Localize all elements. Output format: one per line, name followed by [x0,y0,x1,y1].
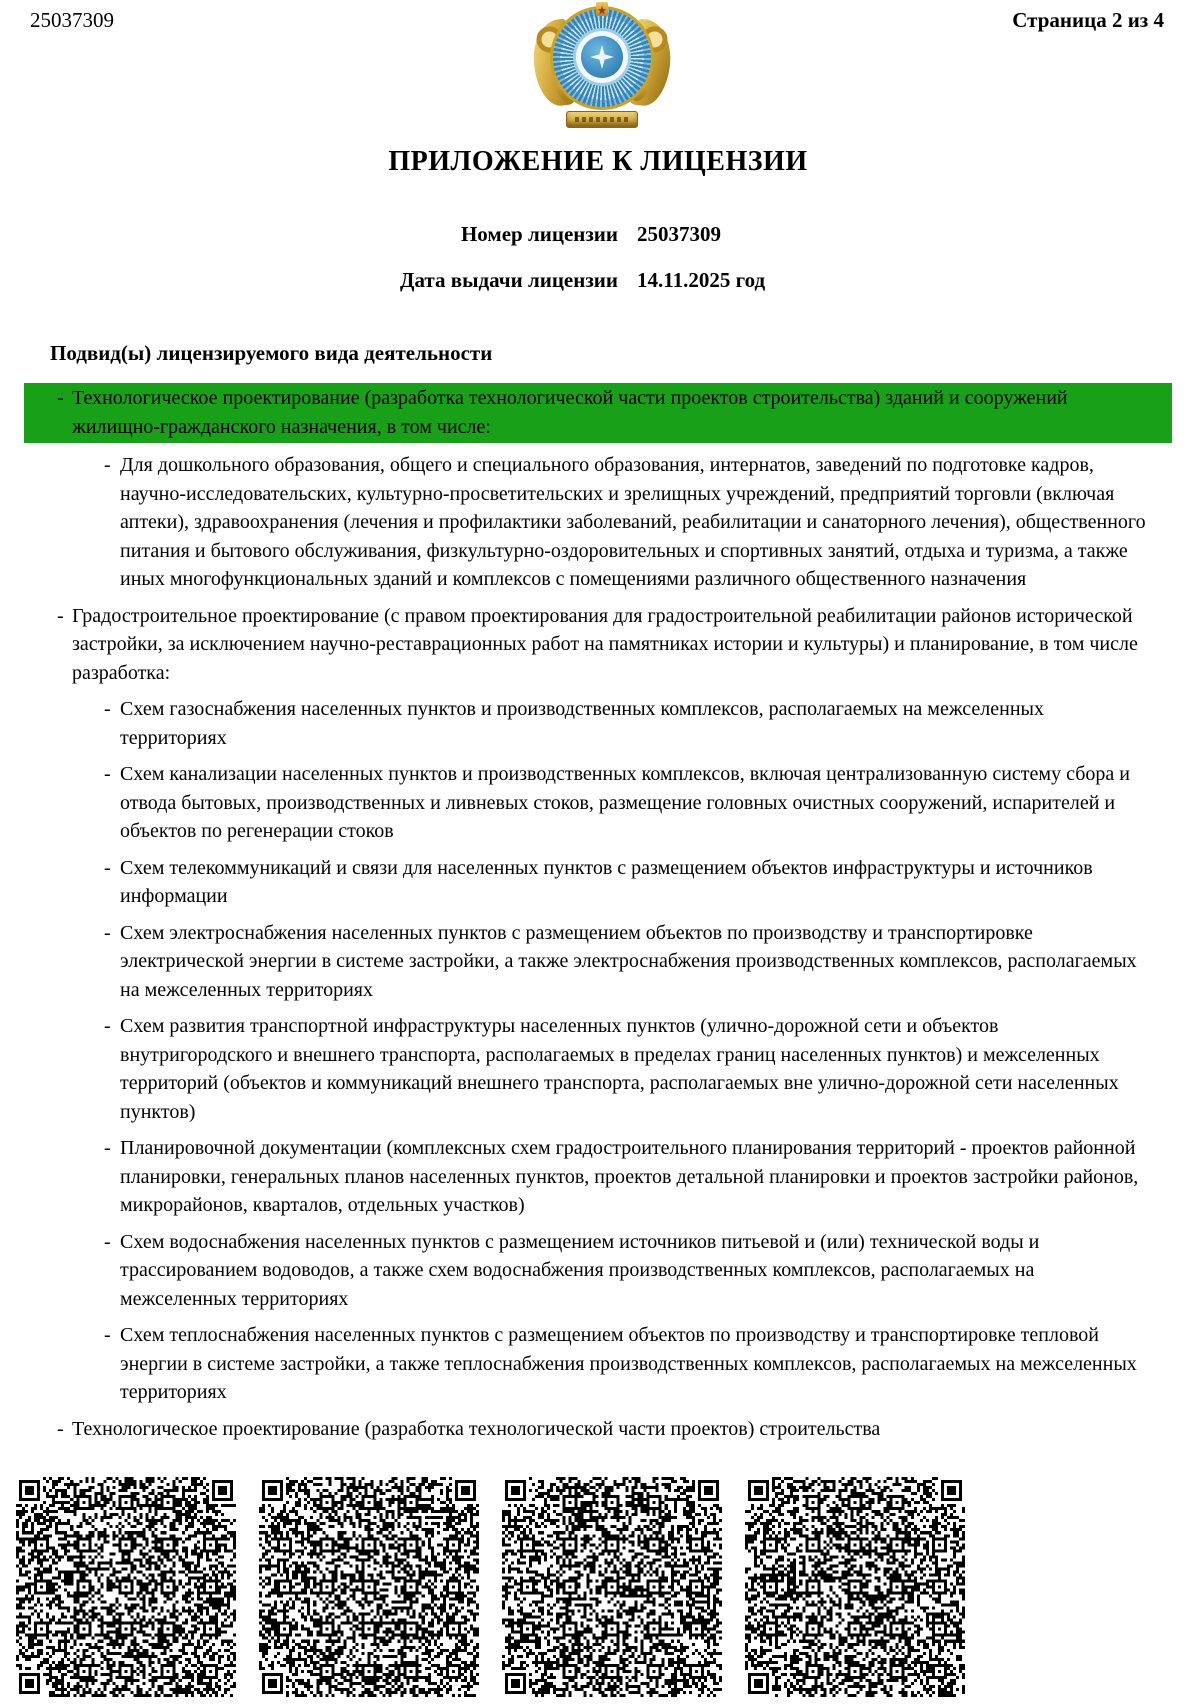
subtype-item-text: Схем телекоммуникаций и связи для населенных пунктов с размещением объектов инфраструктуры и источников информации [120,856,1093,907]
qr-code [16,1477,236,1697]
subtype-item [24,1134,1172,1220]
kazakhstan-emblem-icon [534,4,670,128]
subtype-item [24,383,1172,443]
issue-date-value: 14.11.2025 год [637,268,766,292]
page-title: ПРИЛОЖЕНИЕ К ЛИЦЕНЗИИ [388,146,808,177]
item-dash-marker: - [104,921,111,944]
qr-code [502,1477,722,1697]
item-dash-marker: - [104,1137,111,1159]
license-number-value: 25037309 [637,222,721,246]
qr-code-row [16,1477,965,1697]
item-dash-marker: - [104,698,111,720]
item-dash-marker: - [104,763,111,785]
subtype-item-text: Схем теплоснабжения населенных пунктов с размещением объектов по производству и транспортировке тепловой энергии в системе застройки, а также теплоснабжения производственных комплексов, располагаемых на межселенных территориях [120,1324,1137,1403]
item-dash-marker: - [104,856,111,879]
subtype-item-text: Планировочной документации (комплексных схем градостроительного планирования территорий - проектов районной планировки, генеральных планов населенных пунктов, проектов детальной планировки и проектов застройки районов, микрорайонов, кварталов, отдельных участков) [120,1137,1139,1216]
subtype-item-text: Для дошкольного образования, общего и специального образования, интернатов, заведений по подготовке кадров, научно-исследовательских, культурно-просветительских и зрелищных учреждений, предприятий торговли (включая аптеки), здравоохранения (лечения и профилактики заболеваний, реабилитации и санаторного лечения), общественного питания и бытового обслуживания, физкультурно-оздоровительных и спортивных занятий, отдыха и туризма, а также иных многофункциональных зданий и комплексов с помещениями различного общественного назначения [120,454,1146,590]
subtype-item-text: Схем водоснабжения населенных пунктов с размещением источников питьевой и (или) технической воды и трассированием водоводов, а также схем водоснабжения производственных комплексов, располагаемых на межселенных территориях [120,1230,1040,1310]
subtype-item-text: Технологическое проектирование (разработка технологической части проектов строительства) зданий и сооружений жилищно-гражданского назначения, в том числе: [72,387,1068,438]
qr-code [259,1477,479,1697]
subtype-item [24,854,1172,911]
page-indicator: Страница 2 из 4 [1012,8,1164,32]
subtype-item [24,919,1172,1005]
item-dash-marker: - [104,1230,111,1253]
item-dash-marker: - [57,1417,64,1440]
subtype-item [24,695,1172,752]
qr-code [745,1477,965,1697]
license-number-row [30,222,1166,247]
item-dash-marker: - [104,454,111,476]
item-dash-marker: - [57,387,64,409]
item-dash-marker: - [104,1015,111,1037]
subtype-item [24,1012,1172,1126]
item-dash-marker: - [104,1324,111,1346]
subtype-item-text: Схем газоснабжения населенных пунктов и производственных комплексов, располагаемых на межселенных территориях [120,698,1044,749]
license-number-label: Номер лицензии [460,222,618,246]
subtype-item-text: Технологическое проектирование (разработка технологической части проектов) строительства [72,1417,881,1440]
subtype-item-text: Схем канализации населенных пунктов и производственных комплексов, включая централизованную систему сбора и отвода бытовых, производственных и ливневых стоков, размещение головных очистных сооружений, испарителей и объектов по регенерации стоков [120,763,1130,842]
subtype-item [24,451,1172,594]
doc-number-header: 25037309 [30,8,114,32]
item-dash-marker: - [57,604,64,627]
emblem-banner [566,111,638,128]
issue-date-row [30,268,1166,293]
subtypes-heading: Подвид(ы) лицензируемого вида деятельности [50,341,493,365]
subtype-item [24,1415,1172,1444]
subtype-list [0,383,1172,1443]
subtype-item [24,602,1172,688]
subtype-item [24,1321,1172,1407]
subtype-item-text: Схем развития транспортной инфраструктуры населенных пунктов (улично-дорожной сети и объектов внутригородского и внешнего транспорта, располагаемых в пределах границ населенных пунктов) и межселенных территорий (объектов и коммуникаций внешнего транспорта, располагаемых вне улично-дорожной сети населенных пунктов) [120,1015,1119,1123]
issue-date-label: Дата выдачи лицензии [400,268,618,292]
subtype-item-text: Схем электроснабжения населенных пунктов с размещением объектов по производству и транспортировке электрической энергии в системе застройки, а также электроснабжения производственных комплексов, располагаемых на межселенных территориях [120,921,1137,1001]
subtype-item [24,760,1172,846]
subtype-item-text: Градостроительное проектирование (с правом проектирования для градостроительной реабилитации районов исторической застройки, за исключением научно-реставрационных работ на памятниках истории и культуры) и планирование, в том числе разработка: [72,604,1138,684]
subtype-item [24,1228,1172,1314]
